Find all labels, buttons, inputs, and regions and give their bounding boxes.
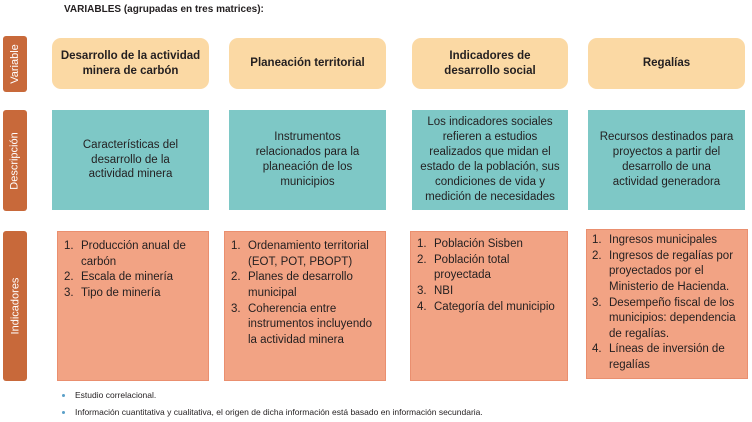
list-item: 1. Población Sisben (417, 238, 523, 250)
list-item: 2. Escala de minería (64, 271, 174, 284)
row-label-indicadores-text: Indicadores (9, 277, 21, 335)
description-box-2-text: Instrumentos relacionados para la planeación de los municipios (255, 131, 360, 188)
description-box-1 (52, 110, 209, 210)
indicators-box-1 (57, 231, 209, 381)
list-item: 2. Ingresos de regalías por proyectados por el Ministerio de Hacienda. (592, 249, 734, 293)
figure-title: VARIABLES (agrupadas en tres matrices): (64, 4, 264, 15)
list-item: 2. Población total proyectada (417, 253, 510, 282)
row-label-variable-text: Variable (9, 44, 22, 84)
row-label-descripcion-text: Descripción (9, 131, 21, 190)
variable-box-1 (52, 38, 209, 89)
note-item-2 (62, 407, 483, 417)
list-item: 3. Coherencia entre instrumentos incluyendo la actividad minera (231, 302, 373, 346)
description-box-4 (588, 110, 745, 210)
variable-box-1-text: Desarrollo de la actividad minera de carbón (60, 49, 201, 77)
indicators-list-1 (64, 239, 204, 302)
bullet-icon (62, 411, 65, 414)
list-item: 3. Tipo de minería (64, 286, 161, 299)
row-label-descripcion (3, 110, 27, 211)
note-text-1: Estudio correlacional. (75, 390, 157, 400)
list-item: 2. Planes de desarrollo municipal (231, 271, 353, 299)
variable-box-2-text: Planeación territorial (250, 57, 365, 70)
row-label-variable (3, 36, 27, 92)
list-item: 4. Categoría del municipio (417, 300, 555, 313)
variable-box-4-text: Regalías (642, 57, 691, 70)
note-text-2: Información cuantitativa y cualitativa, el origen de dicha información está basado en información secundaria. (75, 407, 483, 417)
variable-box-4 (588, 38, 745, 89)
indicators-box-4 (586, 229, 748, 379)
list-item: 4. Líneas de inversión de regalías (592, 343, 725, 371)
bullet-icon (62, 394, 65, 397)
variable-box-2 (229, 38, 386, 89)
list-item: 1. Ingresos municipales (592, 234, 718, 246)
indicators-box-3 (410, 231, 568, 381)
indicators-box-2 (224, 231, 386, 381)
row-label-indicadores (3, 231, 27, 381)
indicators-list-3 (417, 237, 564, 315)
indicators-list-4 (592, 233, 744, 374)
note-item-1 (62, 390, 156, 400)
variable-box-3 (412, 38, 568, 89)
indicators-list-2 (231, 239, 381, 348)
list-item: 1. Ordenamiento territorial (EOT, POT, PBOPT) (231, 240, 369, 268)
list-item: 1. Producción anual de carbón (64, 240, 186, 268)
description-box-3 (412, 110, 568, 210)
list-item: 3. Desempeño fiscal de los municipios: dependencia de regalías. (592, 296, 736, 340)
variable-box-3-text: Indicadores de desarrollo social (444, 49, 536, 77)
description-box-2 (229, 110, 386, 210)
description-box-1-text: Características del desarrollo de la actividad minera (82, 138, 179, 181)
description-box-4-text: Recursos destinados para proyectos a partir del desarrollo de una actividad generadora (599, 131, 734, 188)
list-item: 3. NBI (417, 284, 454, 297)
description-box-3-text: Los indicadores sociales refieren a estudios realizados que midan el estado de la población, sus condiciones de vida y medición de necesidades (420, 116, 560, 203)
